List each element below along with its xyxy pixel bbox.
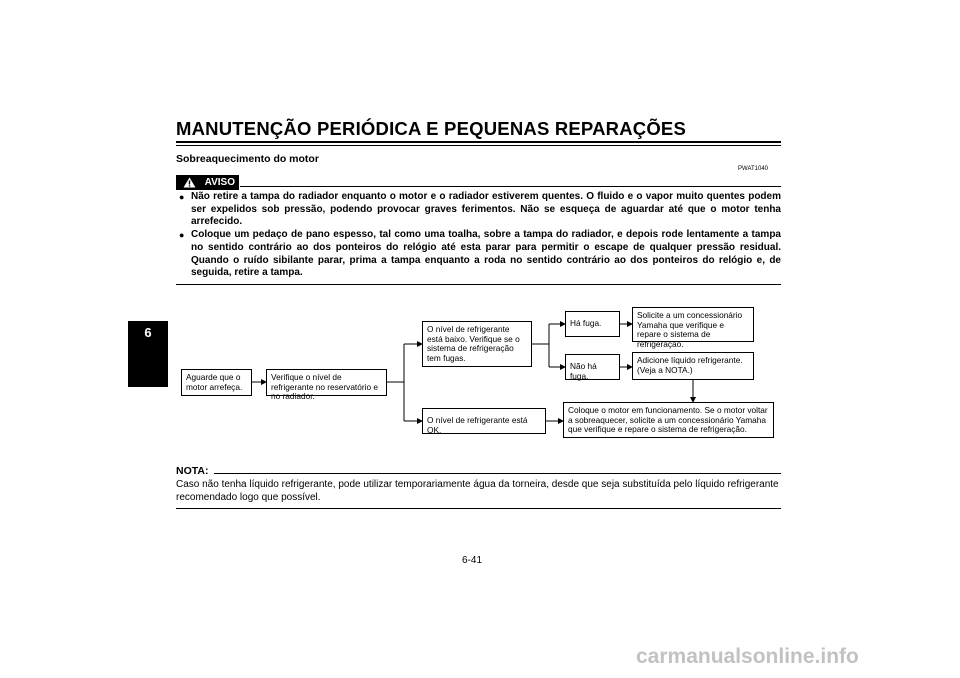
page-number: 6-41 xyxy=(462,555,483,566)
flow-box-low-level: O nível de refrigerante está baixo. Verifique se o sistema de refrigeração tem fugas. xyxy=(422,321,532,367)
bullet-icon: ● xyxy=(179,230,185,241)
note-rule xyxy=(214,473,781,474)
note-end-rule xyxy=(176,508,781,509)
note-text: Caso não tenha líquido refrigerante, pode utilizar temporariamente água da torneira, desde que seja substituída pelo líquido refrigerante recomendado logo que possível. xyxy=(176,479,779,503)
flow-box-no-leak: Não há fuga. xyxy=(565,354,620,380)
watermark: carmanualsonline.info xyxy=(636,645,859,668)
flow-box-run-engine: Coloque o motor em funcionamento. Se o motor voltar a sobreaquecer, solicite a um concessionário Yamaha que verifique e repare o sistema de refrigeração. xyxy=(563,402,774,438)
warning-item: ● Não retire a tampa do radiador enquanto o motor e o radiador estiverem quentes. O fluido e o vapor muito quentes podem ser expelidos sob pressão, podendo provocar graves ferimentos. Não se esqueça de aguardar até que o motor tenha arrefecido. xyxy=(179,191,781,228)
section-subtitle: Sobreaquecimento do motor xyxy=(176,153,319,165)
flow-box-wait: Aguarde que o motor arrefeça. xyxy=(181,369,252,396)
flow-box-check: Verifique o nível de refrigerante no reservatório e no radiador. xyxy=(266,369,387,396)
page-title: MANUTENÇÃO PERIÓDICA E PEQUENAS REPARAÇÕES xyxy=(176,118,687,139)
flow-box-dealer: Solicite a um concessionário Yamaha que verifique e repare o sistema de refrigeração. xyxy=(632,307,754,342)
flow-box-level-ok: O nível de refrigerante está OK. xyxy=(422,408,546,434)
note-label: NOTA: xyxy=(176,465,209,477)
section-code: PWAT1040 xyxy=(738,166,769,172)
chapter-tab: 6 xyxy=(128,321,168,387)
flow-box-leak: Há fuga. xyxy=(565,311,620,337)
warning-label-text: AVISO xyxy=(204,177,235,188)
bullet-icon: ● xyxy=(179,192,185,202)
flow-box-add-coolant: Adicione líquido refrigerante. (Veja a NOTA.) xyxy=(632,352,754,380)
warning-item: ● Coloque um pedaço de pano espesso, tal como uma toalha, sobre a tampa do radiador, e depois rode lentamente a tampa no sentido contrário ao dos ponteiros do relógio até esta parar para permitir o escape de qualquer pressão residual. Quando o ruído sibilante parar, prima a tampa enquanto a roda no sentido contrário ao dos ponteiros do relógio e, de seguida, retire a tampa. xyxy=(179,229,781,279)
